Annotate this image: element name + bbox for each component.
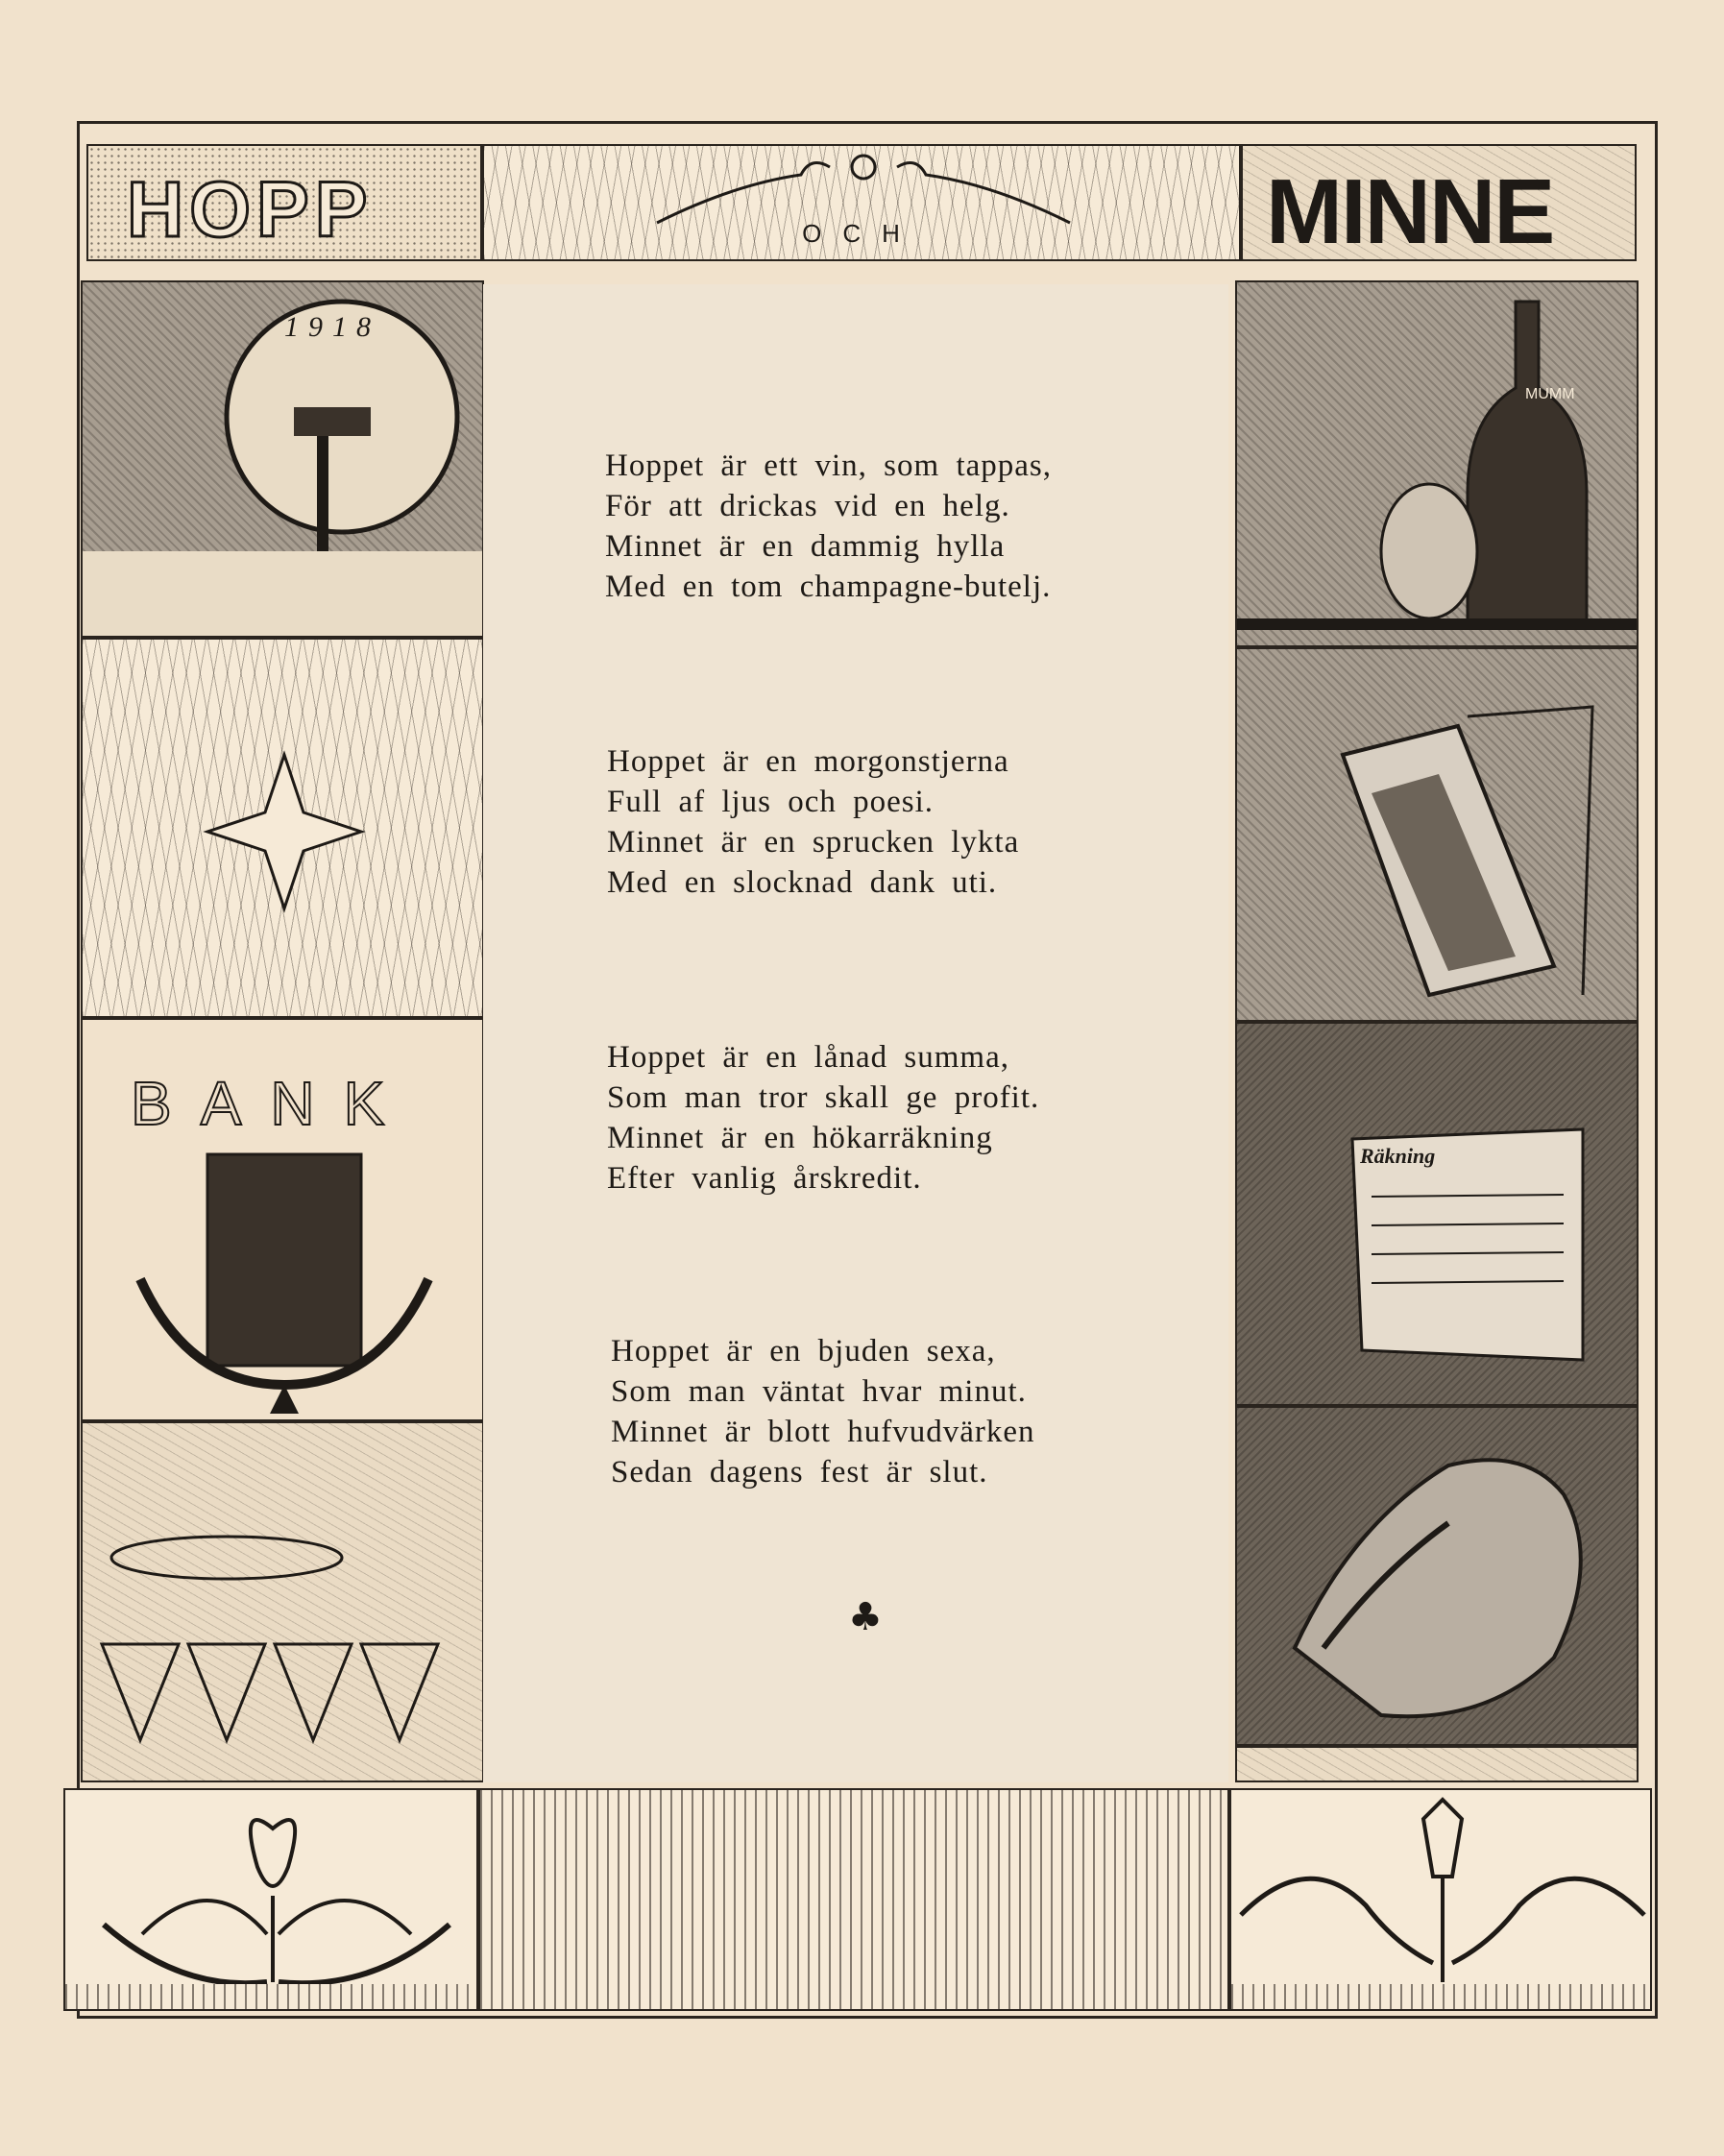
footer-thistle-panel — [1229, 1788, 1652, 2011]
stanza-1-line-2: För att drickas vid en helg. — [605, 489, 1010, 523]
stanza-4-line-2: Som man väntat hvar minut. — [611, 1374, 1027, 1409]
footer-crocus-panel — [63, 1788, 478, 2011]
header-och-panel — [482, 144, 1241, 261]
title-minne: MINNE — [1266, 160, 1554, 261]
wine-barrel-illustration — [81, 280, 484, 638]
bottle-label: MUMM — [1525, 386, 1575, 402]
stanza-4-line-3: Minnet är blott hufvudvärken — [611, 1415, 1035, 1449]
lantern-icon — [1237, 649, 1639, 1022]
stanza-2-line-3: Minnet är en sprucken lykta — [607, 825, 1020, 860]
champagne-shelf-illustration — [1235, 280, 1639, 647]
barrel-year: 1918 — [284, 311, 380, 343]
club-ornament-icon: ♣ — [848, 1595, 883, 1639]
glasses-icon — [83, 1423, 484, 1782]
stanza-2-line-4: Med en slocknad dank uti. — [607, 865, 998, 900]
stanza-3 — [607, 1037, 1039, 1199]
header-minne-panel — [1241, 144, 1637, 261]
stanza-1-line-1: Hoppet är ett vin, som tappas, — [605, 448, 1053, 483]
footer-grass-right — [1231, 1984, 1650, 2009]
grocery-bill-illustration — [1235, 1022, 1639, 1406]
feast-table-illustration — [81, 1421, 484, 1782]
stanza-2-line-1: Hoppet är en morgonstjerna — [607, 744, 1009, 779]
stanza-3-line-1: Hoppet är en lånad summa, — [607, 1040, 1009, 1075]
hand-on-head-icon — [1237, 1408, 1639, 1746]
poem-panel — [483, 284, 1228, 1782]
title-hopp: HOPP — [127, 166, 374, 254]
stanza-3-line-4: Efter vanlig årskredit. — [607, 1161, 922, 1196]
headache-illustration — [1235, 1406, 1639, 1746]
stanza-1-line-3: Minnet är en dammig hylla — [605, 529, 1006, 564]
star-icon — [83, 640, 484, 1018]
stanza-2-line-2: Full af ljus och poesi. — [607, 785, 935, 819]
crocus-flower-icon — [65, 1790, 478, 2011]
bank-anchor-illustration — [81, 1018, 484, 1421]
right-footer-strip — [1235, 1746, 1639, 1782]
stanza-1-line-4: Med en tom champagne-butelj. — [605, 569, 1052, 604]
bill-icon — [1237, 1024, 1639, 1406]
stanza-4-line-1: Hoppet är en bjuden sexa, — [611, 1334, 996, 1369]
bank-sign: BANK — [131, 1069, 414, 1138]
header-hopp-panel — [86, 144, 482, 261]
stanza-4 — [611, 1331, 1035, 1492]
footer-center-panel — [478, 1788, 1229, 2011]
cracked-lantern-illustration — [1235, 647, 1639, 1022]
bill-heading: Räkning — [1360, 1144, 1436, 1168]
stanza-2 — [607, 741, 1019, 903]
anchor-icon — [83, 1020, 484, 1421]
bottle-icon — [1237, 282, 1639, 647]
thistle-icon — [1231, 1790, 1652, 2011]
stanza-3-line-2: Som man tror skall ge profit. — [607, 1080, 1040, 1115]
title-och: OCH — [802, 219, 921, 248]
stanza-4-line-4: Sedan dagens fest är slut. — [611, 1455, 988, 1490]
stanza-1 — [605, 446, 1052, 607]
stanza-3-line-3: Minnet är en hökarräkning — [607, 1121, 993, 1155]
morning-star-illustration — [81, 638, 484, 1018]
footer-grass-left — [65, 1984, 476, 2009]
